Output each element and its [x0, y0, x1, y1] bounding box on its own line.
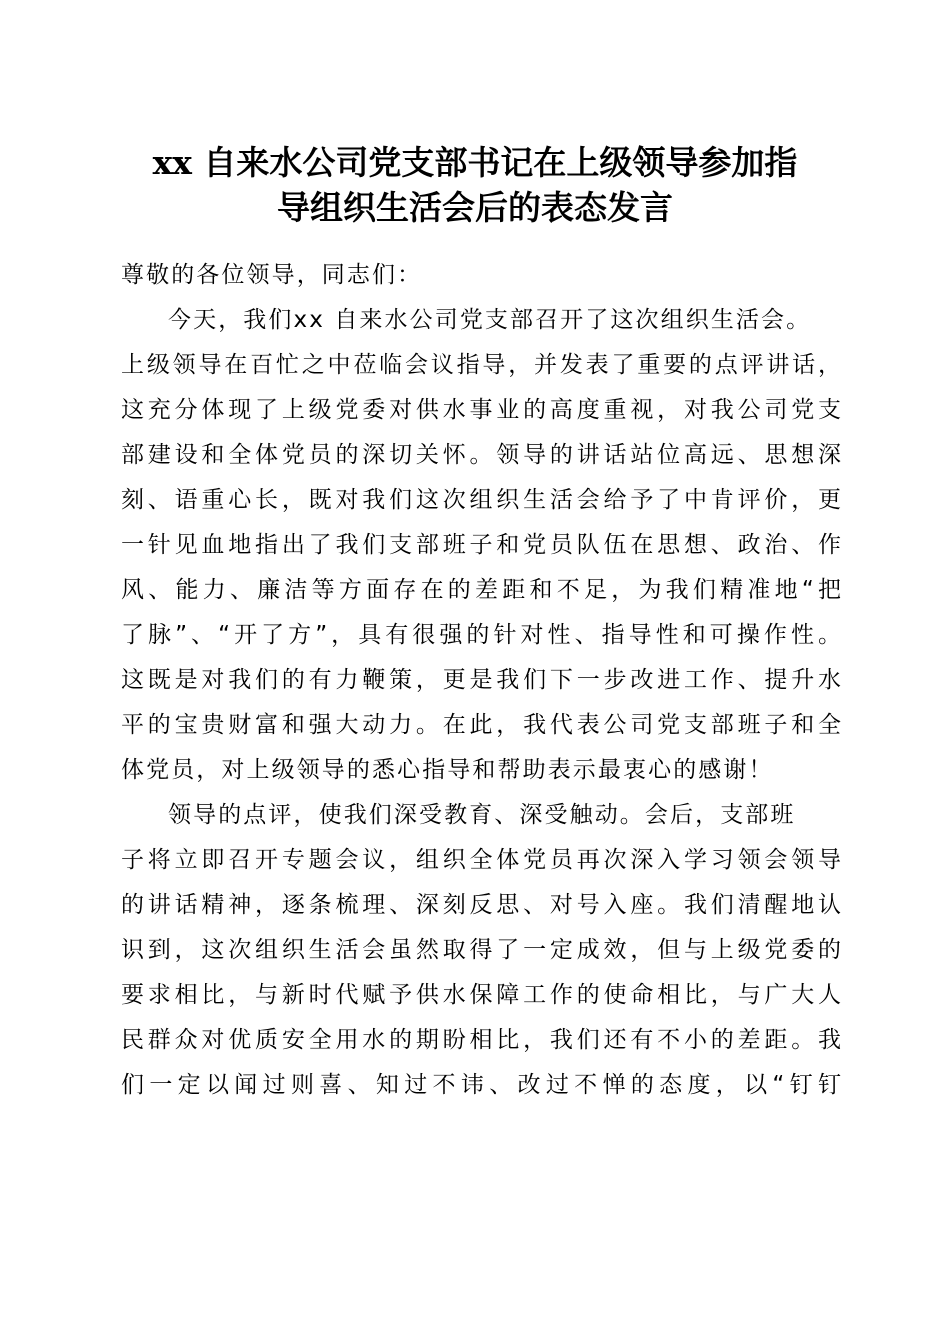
- title-line-2: 导组织生活会后的表态发言: [277, 188, 673, 227]
- paragraph1-line: 上级领导在百忙之中莅临会议指导，并发表了重要的点评讲话，: [121, 352, 841, 378]
- paragraph1-line: 了脉”、“开了方”，具有很强的针对性、指导性和可操作性。: [121, 622, 841, 648]
- paragraph1-line: 刻、语重心长，既对我们这次组织生活会给予了中肯评价，更: [121, 487, 841, 513]
- paragraph1-line: 部建设和全体党员的深切关怀。领导的讲话站位高远、思想深: [121, 442, 841, 468]
- paragraph1-line: 这充分体现了上级党委对供水事业的高度重视，对我公司党支: [121, 397, 841, 423]
- paragraph2-line: 的讲话精神，逐条梳理、深刻反思、对号入座。我们清醒地认: [121, 892, 841, 918]
- paragraph1-line: 平的宝贵财富和强大动力。在此，我代表公司党支部班子和全: [121, 712, 841, 738]
- paragraph2-line: 民群众对优质安全用水的期盼相比，我们还有不小的差距。我: [121, 1027, 841, 1053]
- paragraph1-line: 今天，我们xx 自来水公司党支部召开了这次组织生活会。: [168, 307, 812, 333]
- document-body: [121, 253, 841, 1108]
- paragraph1-line: 一针见血地指出了我们支部班子和党员队伍在思想、政治、作: [121, 532, 841, 558]
- title-line-1: xx 自来水公司党支部书记在上级领导参加指: [152, 143, 798, 182]
- paragraph2-line: 识到，这次组织生活会虽然取得了一定成效，但与上级党委的: [121, 937, 841, 963]
- paragraph1-line: 风、能力、廉洁等方面存在的差距和不足，为我们精准地“把: [121, 577, 841, 603]
- paragraph2-line: 领导的点评，使我们深受教育、深受触动。会后，支部班: [168, 802, 796, 828]
- paragraph2-line: 要求相比，与新时代赋予供水保障工作的使命相比，与广大人: [121, 982, 841, 1008]
- paragraph2-line: 子将立即召开专题会议，组织全体党员再次深入学习领会领导: [121, 847, 841, 873]
- paragraph1-line: 这既是对我们的有力鞭策，更是我们下一步改进工作、提升水: [121, 667, 841, 693]
- paragraph1-line: 体党员，对上级领导的悉心指导和帮助表示最衷心的感谢！: [121, 757, 774, 783]
- greeting: 尊敬的各位领导，同志们：: [121, 262, 423, 288]
- document-title: [100, 140, 850, 230]
- paragraph2-line: 们一定以闻过则喜、知过不讳、改过不惮的态度，以“钉钉: [121, 1072, 841, 1098]
